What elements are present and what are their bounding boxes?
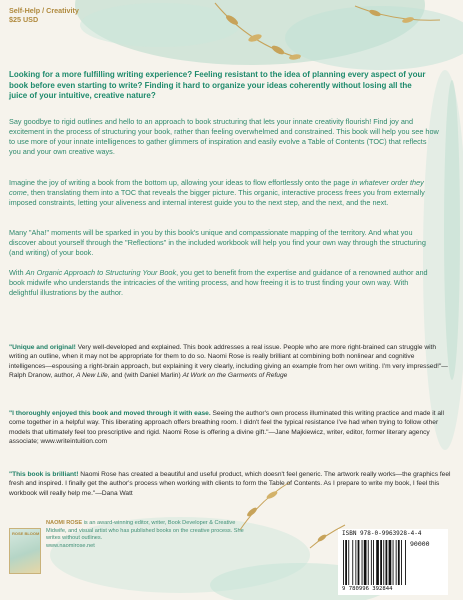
- review-1-book-title: A New Life: [76, 371, 108, 379]
- barcode-bar: [343, 540, 344, 585]
- barcode-bar: [383, 540, 384, 585]
- barcode: [338, 529, 448, 595]
- review-2-lead: "I thoroughly enjoyed this book and moved through it with ease.: [9, 410, 211, 417]
- barcode-bar: [368, 540, 369, 585]
- review-3-body: Naomi Rose has created a beautiful and useful product, which doesn't feel generic. The artwork really works—the graphics feel fresh and inspired. I finally get the author's process when working with clients to form the Table of Contents. As I prepare to write my book, I feel this workbook will really help me."—Dana Watt: [9, 471, 451, 497]
- book-cover-thumbnail-title: ROSE BLOOM: [12, 531, 40, 536]
- barcode-bar: [355, 540, 356, 585]
- review-2-body: Seeing the author's own process illuminated this writing practice and made it all come together in a helpful way. This liberating approach offers breathing room. I didn't feel the typical resistance I've had when trying to follow other models that ultimately feel too prescriptive and rigid. Naomi Rose is offering a divine gift."—Jane Majkiewicz, writer, editor, former literary agency associate; www.writeintuition.com: [9, 410, 444, 445]
- barcode-bar: [398, 540, 400, 585]
- watercolor-streak: [444, 80, 460, 380]
- review-1-book-title-2: At Work on the Garments of Refuge: [182, 371, 288, 379]
- barcode-bar: [352, 540, 353, 585]
- barcode-bar: [373, 540, 374, 585]
- book-title-emphasis: An Organic Approach to Structuring Your Book: [25, 268, 177, 277]
- paragraph-3: Many "Aha!" moments will be sparked in you by this book's unique and compassionate mapping of the territory. And what you discover about yourself through the "Reflections" in the included workbook will help you find your own way through the structuring (and writing) of your book.: [9, 228, 426, 257]
- barcode-bar: [396, 540, 397, 585]
- author-name: NAOMI ROSE: [46, 520, 83, 526]
- paragraph-2-emphasis: in whatever order they come: [9, 178, 424, 197]
- barcode-bars: [343, 540, 407, 585]
- review-3: [9, 470, 452, 498]
- paragraph-4: [9, 268, 439, 298]
- review-3-lead: "This book is brilliant!: [9, 471, 79, 478]
- barcode-bar: [389, 540, 392, 585]
- review-1-lead: "Unique and original!: [9, 344, 76, 351]
- paragraph-2-text-b: , then translating them into a TOC that reveals the bigger picture. This organic, interactive process frees you from externally imposed constraints, letting your aliveness and internal interest guide you to the next step, and the next, and the next.: [9, 188, 425, 207]
- watercolor-wash: [80, 3, 240, 47]
- barcode-bar: [371, 540, 372, 585]
- isbn-label: ISBN 978-0-9963928-4-4: [342, 530, 422, 537]
- barcode-bar: [376, 540, 379, 585]
- review-1-body-a: Very well-developed and explained. This book addresses a real issue. People who are more right-brained can struggle with writing an outline, when it may not be appropriate for them to do so. Naomi Rose is really brilliant at combining both nonlinear and cognitive intelligences—espousing a right-brain approach, but explaining it very clearly, including giving an example from her own writing. I'm very impressed!"—Ralph Dranow, author,: [9, 344, 448, 379]
- author-website: www.naomirose.net: [46, 542, 95, 549]
- intro-questions: Looking for a more fulfilling writing experience? Feeling resistant to the idea of planning every aspect of your book before even starting to write? Finding it hard to organize your ideas coherently without losing all the juice of your intuitive, creative nature?: [9, 70, 426, 101]
- barcode-bar: [364, 540, 367, 585]
- gold-leaf: [246, 506, 258, 518]
- price-text: $25 USD: [9, 15, 39, 24]
- category-label: [9, 6, 79, 24]
- barcode-bar: [393, 540, 394, 585]
- price-code: 90000: [410, 540, 430, 548]
- author-bio-text: [46, 520, 256, 550]
- barcode-bar: [386, 540, 388, 585]
- paragraph-4-text-a: With: [9, 268, 26, 277]
- barcode-bar: [405, 540, 406, 585]
- barcode-bar: [380, 540, 382, 585]
- review-2: [9, 409, 452, 446]
- review-1: [9, 343, 452, 380]
- author-bio-body: is an award-winning editor, writer, Book Developer & Creative Midwife, and visual artist who has published books on the creative process. She writes without outlines.: [46, 520, 244, 542]
- barcode-bar: [345, 540, 347, 585]
- paragraph-4-text-b: , you get to benefit from the expertise and guidance of a renowned author and book midwife who understands the intricacies of the writing process, and how freeing it is to trust finding your own way. With delightful illustrations by the author.: [9, 268, 428, 297]
- barcode-bar: [401, 540, 402, 585]
- review-1-body-b: , and (with Daniel Marlin): [107, 371, 183, 379]
- book-cover-thumbnail: [9, 528, 41, 574]
- paragraph-2: [9, 178, 439, 208]
- barcode-number: 9 780996 392844: [342, 586, 393, 592]
- paragraph-2-text-a: Imagine the joy of writing a book from the bottom up, allowing your ideas to flow effortlessly onto the page: [9, 178, 352, 187]
- barcode-bar: [362, 540, 363, 585]
- author-bio: [9, 520, 259, 595]
- paragraph-1: Say goodbye to rigid outlines and hello to an approach to book structuring that lets your innate creativity flourish! Find joy and excitement in the process of structuring your book, rather than feeling overwhelmed and constrained. This book will help you see how to use more of your innate intelligences to gather glimmers of inspiration and easily evolve a Table of Contents (TOC) that reflects you and your own creative ways.: [9, 117, 439, 156]
- category-text: Self-Help / Creativity: [9, 6, 79, 15]
- barcode-bar: [358, 540, 360, 585]
- barcode-bar: [348, 540, 349, 585]
